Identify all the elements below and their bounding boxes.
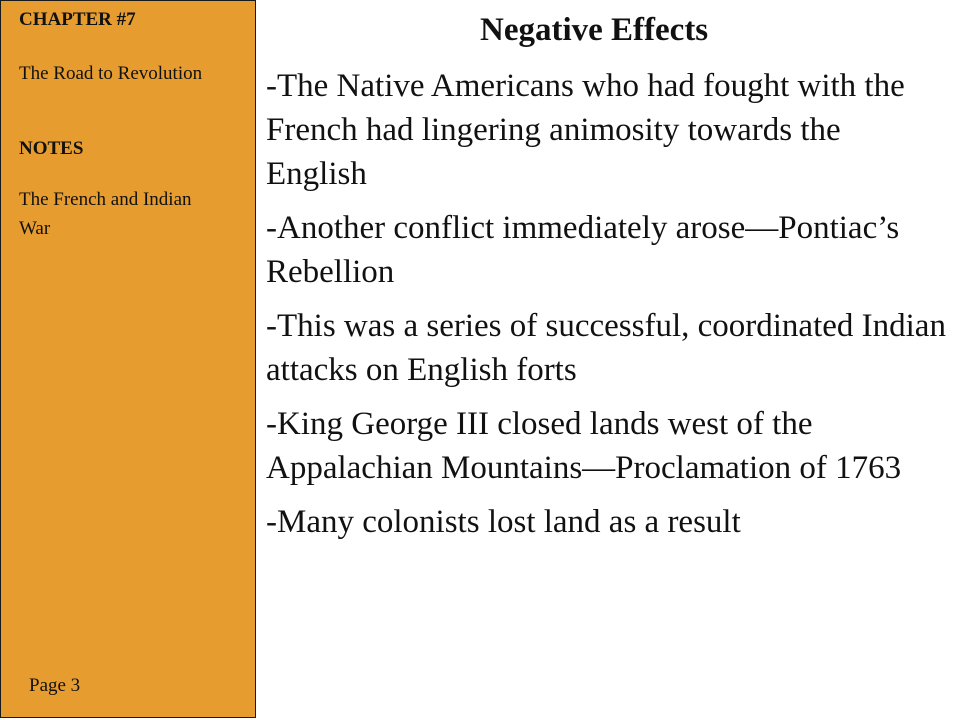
sidebar-panel bbox=[0, 0, 256, 718]
bullet-list bbox=[266, 64, 946, 554]
bullet-item-3: -This was a series of successful, coordinated Indian attacks on English forts bbox=[266, 308, 946, 388]
page-title: Negative Effects bbox=[480, 12, 709, 48]
notes-label: NOTES bbox=[19, 138, 84, 159]
bullet-item-2: -Another conflict immediately arose—Pontiac’s Rebellion bbox=[266, 210, 900, 290]
bullet-item-1: -The Native Americans who had fought with the French had lingering animosity towards the English bbox=[266, 68, 905, 192]
bullet-item-5: -Many colonists lost land as a result bbox=[266, 504, 741, 540]
chapter-subtitle: The Road to Revolution bbox=[19, 63, 203, 84]
bullet-item-4: -King George III closed lands west of the Appalachian Mountains—Proclamation of 1763 bbox=[266, 406, 902, 486]
page-number: Page 3 bbox=[29, 675, 81, 696]
chapter-label: CHAPTER #7 bbox=[19, 9, 136, 30]
topic-label: The French and Indian War bbox=[19, 189, 192, 239]
